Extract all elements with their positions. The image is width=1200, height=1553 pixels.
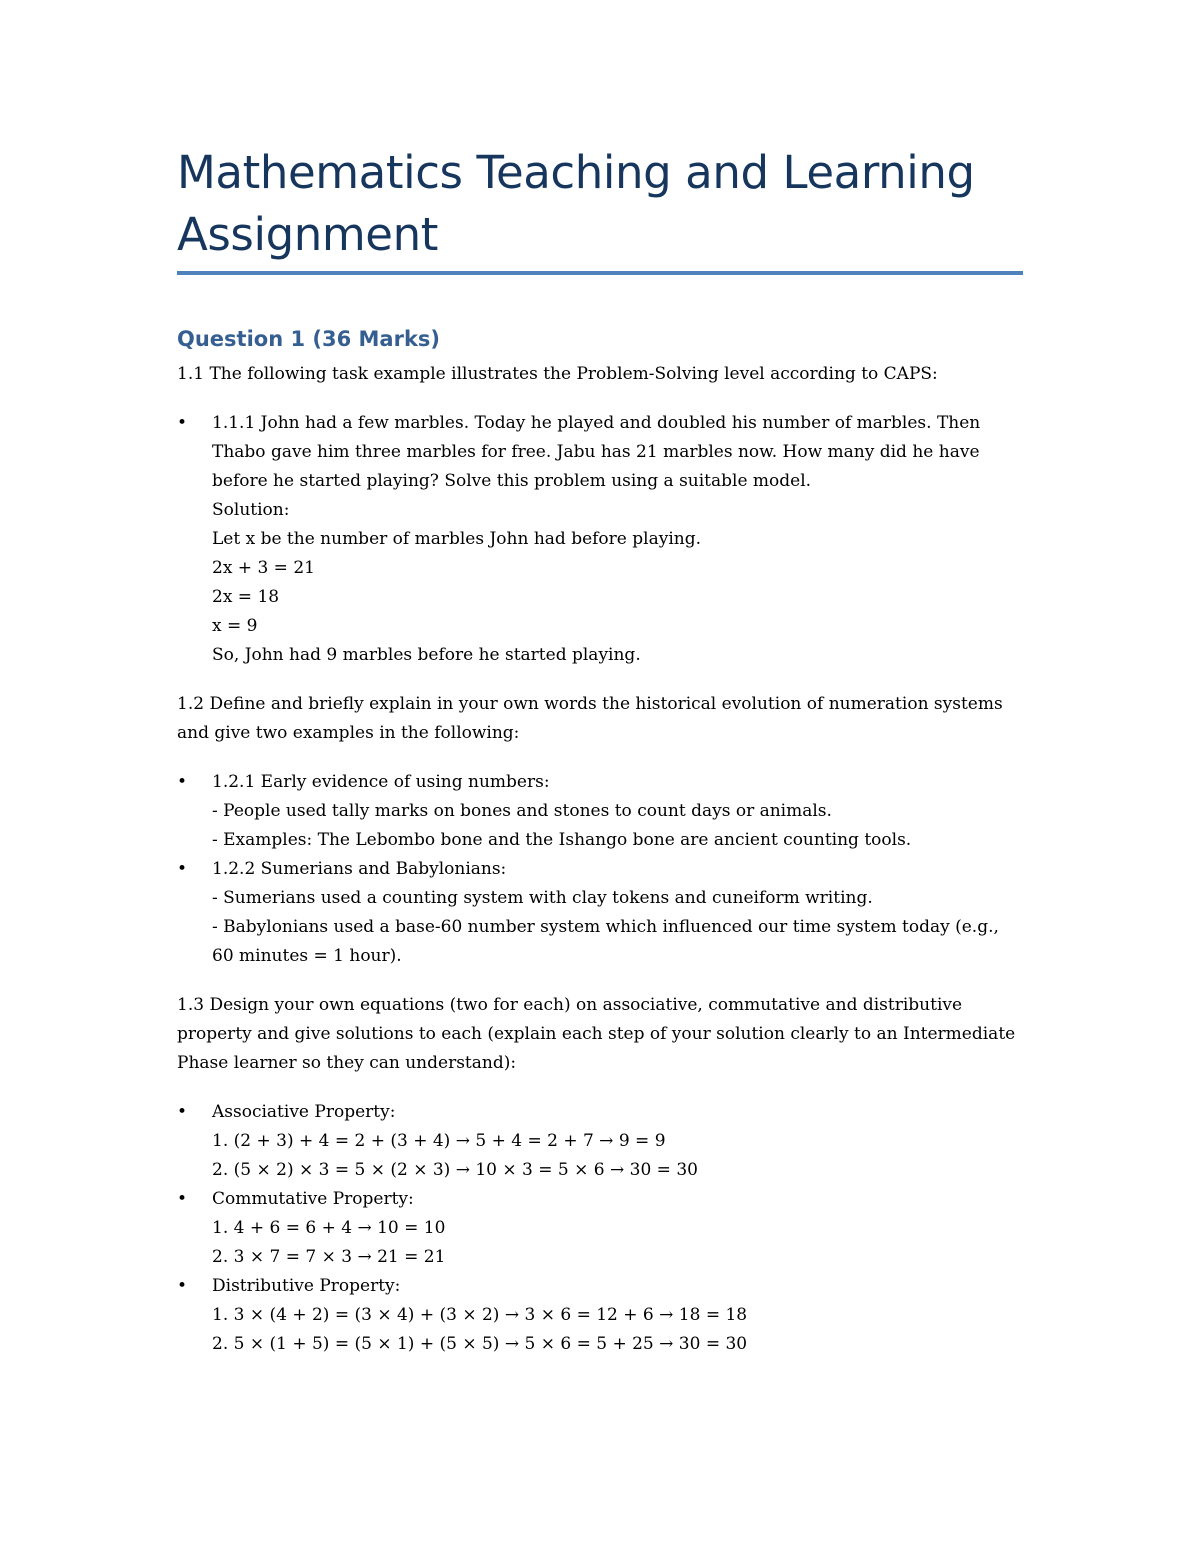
q1-2-list	[177, 768, 1023, 971]
list-item-line: - Sumerians used a counting system with clay tokens and cuneiform writing.	[212, 888, 873, 908]
solution-label: Solution:	[212, 500, 290, 520]
equation-line: 2. (5 × 2) × 3 = 5 × (2 × 3) → 10 × 3 = 5 × 6 → 30 = 30	[212, 1160, 698, 1180]
q1-1-1-question: 1.1.1 John had a few marbles. Today he played and doubled his number of marbles. Then Thabo gave him three marbles for free. Jabu has 21 marbles now. How many did he have before he started playing? Solve this problem using a suitable model.	[212, 413, 981, 491]
list-item-heading: 1.2.2 Sumerians and Babylonians:	[212, 859, 507, 879]
bullet-icon: •	[177, 859, 188, 879]
document-body	[177, 360, 1023, 1379]
solution-line: Let x be the number of marbles John had before playing.	[212, 529, 701, 549]
bullet-icon: •	[177, 772, 188, 792]
equation-line: 1. 4 + 6 = 6 + 4 → 10 = 10	[212, 1218, 446, 1238]
list-item	[177, 768, 1023, 855]
q1-3-intro: 1.3 Design your own equations (two for each) on associative, commutative and distributive property and give solutions to each (explain each step of your solution clearly to an Intermediate Phase learner so they can understand):	[177, 995, 1016, 1073]
solution-line: 2x = 18	[212, 587, 280, 607]
q1-1-intro: 1.1 The following task example illustrates the Problem-Solving level according to CAPS:	[177, 364, 938, 384]
property-heading: Associative Property:	[212, 1102, 396, 1122]
solution-line: x = 9	[212, 616, 258, 636]
equation-line: 2. 3 × 7 = 7 × 3 → 21 = 21	[212, 1247, 446, 1267]
list-item	[177, 855, 1023, 971]
q1-2-intro: 1.2 Define and briefly explain in your own words the historical evolution of numeration systems and give two examples in the following:	[177, 694, 1003, 743]
bullet-icon: •	[177, 413, 188, 433]
list-item	[177, 1098, 1023, 1185]
document-title: Mathematics Teaching and Learning Assignment	[177, 146, 975, 261]
equation-line: 2. 5 × (1 + 5) = (5 × 1) + (5 × 5) → 5 × 6 = 5 + 25 → 30 = 30	[212, 1334, 748, 1354]
bullet-icon: •	[177, 1189, 188, 1209]
list-item-heading: 1.2.1 Early evidence of using numbers:	[212, 772, 550, 792]
question-heading: Question 1 (36 Marks)	[177, 327, 441, 351]
solution-line: So, John had 9 marbles before he started playing.	[212, 645, 641, 665]
q1-3-list	[177, 1098, 1023, 1359]
list-item-line: - Babylonians used a base-60 number system which influenced our time system today (e.g., 60 minutes = 1 hour).	[212, 917, 999, 966]
list-item	[177, 1272, 1023, 1359]
list-item-line: - People used tally marks on bones and stones to count days or animals.	[212, 801, 832, 821]
equation-line: 1. 3 × (4 + 2) = (3 × 4) + (3 × 2) → 3 × 6 = 12 + 6 → 18 = 18	[212, 1305, 748, 1325]
list-item	[177, 1185, 1023, 1272]
bullet-icon: •	[177, 1102, 188, 1122]
title-underline-rule	[177, 271, 1023, 275]
bullet-icon: •	[177, 1276, 188, 1296]
equation-line: 1. (2 + 3) + 4 = 2 + (3 + 4) → 5 + 4 = 2 + 7 → 9 = 9	[212, 1131, 666, 1151]
list-item	[177, 409, 1023, 670]
solution-line: 2x + 3 = 21	[212, 558, 315, 578]
list-item-line: - Examples: The Lebombo bone and the Ishango bone are ancient counting tools.	[212, 830, 912, 850]
property-heading: Distributive Property:	[212, 1276, 401, 1296]
q1-1-list	[177, 409, 1023, 670]
property-heading: Commutative Property:	[212, 1189, 414, 1209]
